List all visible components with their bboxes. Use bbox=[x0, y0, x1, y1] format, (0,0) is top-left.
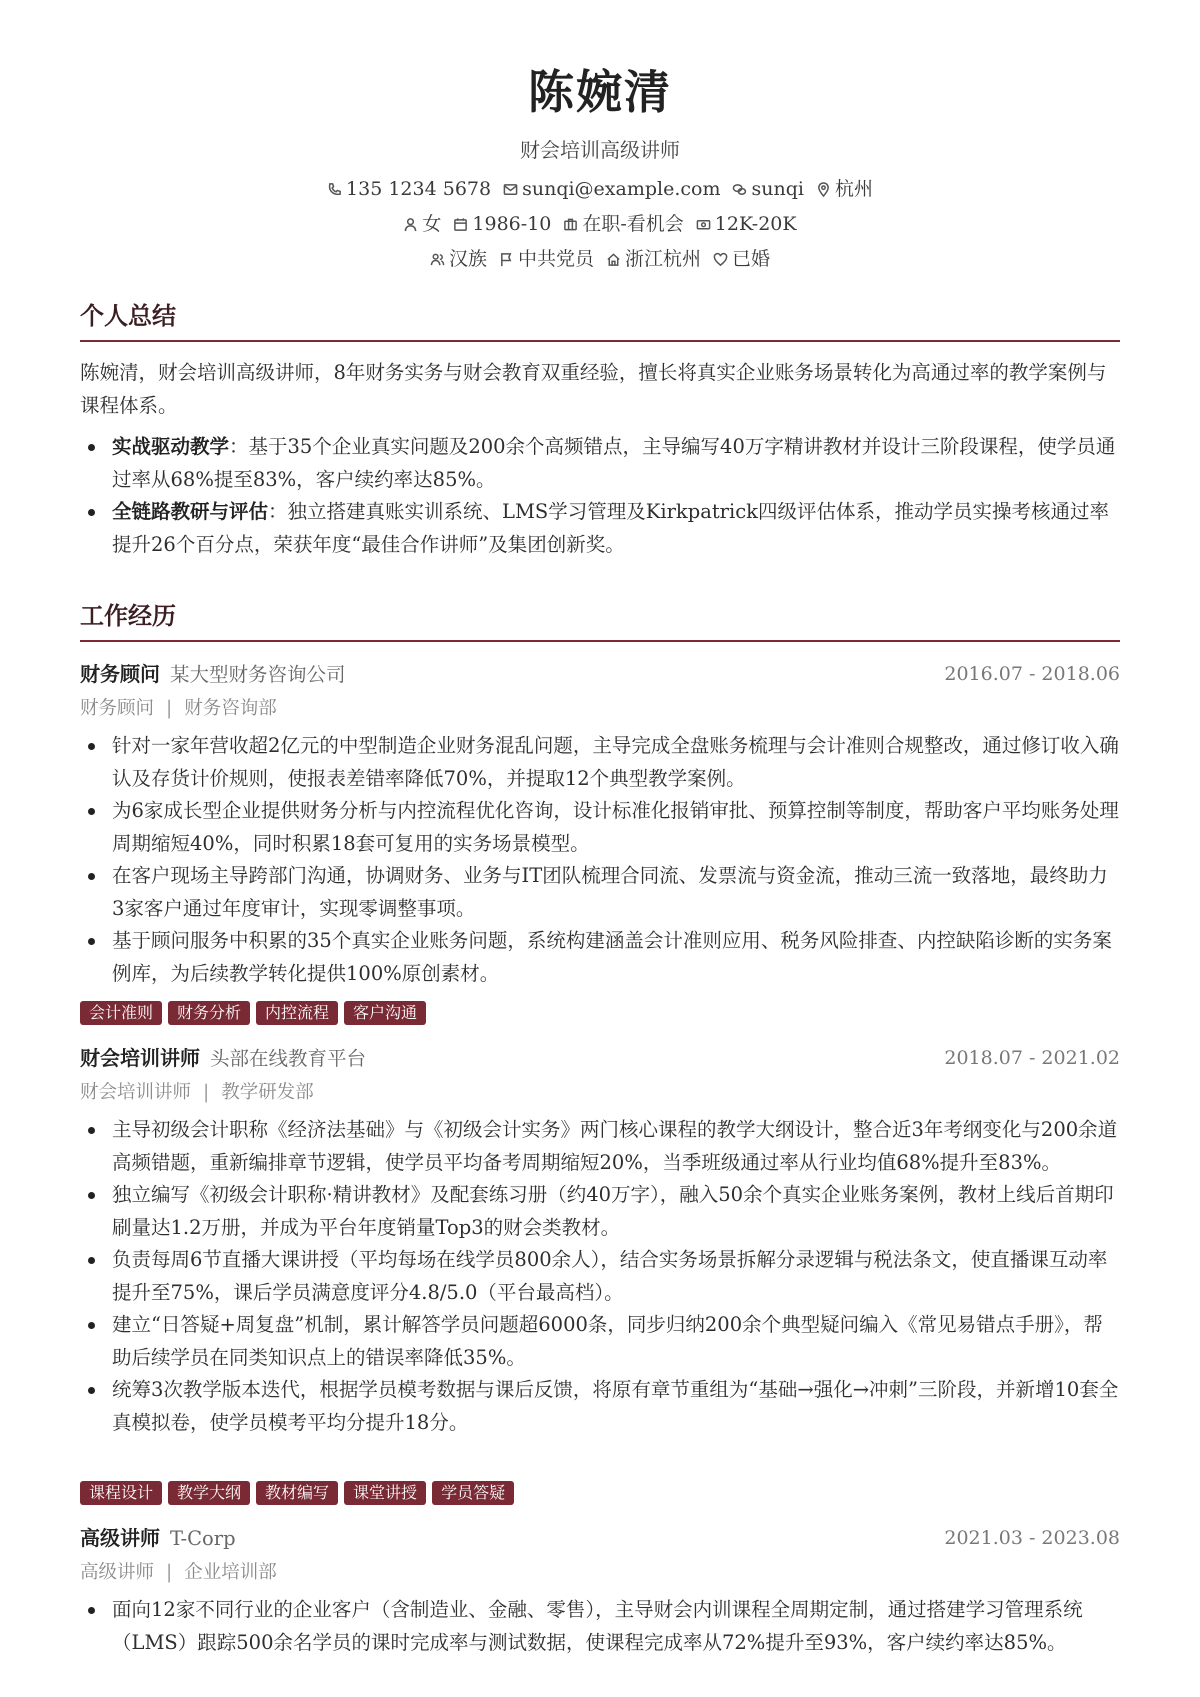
location-item bbox=[816, 176, 873, 202]
job-bullets bbox=[80, 1114, 1120, 1439]
summary-bullets bbox=[80, 431, 1120, 561]
skill-tag: 客户沟通 bbox=[344, 1001, 426, 1025]
skill-tag: 教材编写 bbox=[256, 1481, 338, 1505]
hometown-text: 浙江杭州 bbox=[625, 248, 702, 270]
wechat-icon bbox=[732, 182, 747, 197]
money-icon bbox=[696, 217, 711, 232]
briefcase-icon bbox=[563, 217, 578, 232]
list-item: 独立编写《初级会计职称·精讲教材》及配套练习册（约40万字），融入50余个真实企业账务案例，教材上线后首期印刷量达1.2万册，并成为平台年度销量Top3的财会类教材。 bbox=[80, 1179, 1120, 1244]
flag-icon bbox=[499, 252, 514, 267]
list-item: 负责每周6节直播大课讲授（平均每场在线学员800余人），结合实务场景拆解分录逻辑与税法条文，使直播课互动率提升至75%，课后学员满意度评分4.8/5.0（平台最高档）。 bbox=[80, 1244, 1120, 1309]
list-item: 面向12家不同行业的企业客户（含制造业、金融、零售），主导财会内训课程全周期定制，通过搭建学习管理系统（LMS）跟踪500余名学员的课时完成率与测试数据，使课程完成率从72%提升至93%，客户续约率达85%。 bbox=[80, 1594, 1120, 1659]
job-subline bbox=[80, 1559, 277, 1587]
section-divider bbox=[80, 640, 1120, 642]
calendar-icon bbox=[453, 217, 468, 232]
skill-tags bbox=[80, 1001, 426, 1025]
job-date: 2018.07 - 2021.02 bbox=[944, 1047, 1120, 1069]
job-role: 财会培训讲师 bbox=[80, 1046, 200, 1070]
list-item: 针对一家年营收超2亿元的中型制造企业财务混乱问题，主导完成全盘账务梳理与会计准则合规整改，通过修订收入确认及存货计价规则，使报表差错率降低70%，并提取12个典型教学案例。 bbox=[80, 730, 1120, 795]
gender-text: 女 bbox=[422, 213, 442, 235]
section-title-summary: 个人总结 bbox=[80, 301, 176, 330]
job-bullets bbox=[80, 730, 1120, 990]
email-item[interactable] bbox=[503, 176, 720, 202]
political-item bbox=[499, 246, 594, 272]
list-item: 为6家成长型企业提供财务分析与内控流程优化咨询，设计标准化报销审批、预算控制等制度，帮助客户平均账务处理周期缩短40%，同时积累18套可复用的实务场景模型。 bbox=[80, 795, 1120, 860]
list-item: 统筹3次教学版本迭代，根据学员模考数据与课后反馈，将原有章节重组为“基础→强化→冲刺”三阶段，并新增10套全真模拟卷，使学员模考平均分提升18分。 bbox=[80, 1374, 1120, 1439]
phone-text: 135 1234 5678 bbox=[346, 178, 492, 200]
skill-tag: 内控流程 bbox=[256, 1001, 338, 1025]
list-item: 基于顾问服务中积累的35个真实企业账务问题，系统构建涵盖会计准则应用、税务风险排查、内控缺陷诊断的实务案例库，为后续教学转化提供100%原创素材。 bbox=[80, 925, 1120, 990]
skill-tag: 课堂讲授 bbox=[344, 1481, 426, 1505]
job-department: 企业培训部 bbox=[184, 1562, 277, 1583]
birth-item bbox=[453, 211, 551, 237]
section-divider bbox=[80, 340, 1120, 342]
skill-tag: 教学大纲 bbox=[168, 1481, 250, 1505]
separator: | bbox=[166, 698, 173, 719]
home-icon bbox=[606, 252, 621, 267]
marital-text: 已婚 bbox=[732, 248, 771, 270]
job-role: 财务顾问 bbox=[80, 662, 160, 686]
list-item: 在客户现场主导跨部门沟通，协调财务、业务与IT团队梳理合同流、发票流与资金流，推动三流一致落地，最终助力3家客户通过年度审计，实现零调整事项。 bbox=[80, 860, 1120, 925]
job-subline bbox=[80, 695, 277, 723]
phone-icon bbox=[327, 182, 342, 197]
job-role: 高级讲师 bbox=[80, 1526, 160, 1550]
gender-item bbox=[403, 211, 441, 237]
wechat-item[interactable] bbox=[732, 176, 803, 202]
job-position: 高级讲师 bbox=[80, 1562, 155, 1583]
job-company: 某大型财务咨询公司 bbox=[170, 663, 346, 686]
candidate-name: 陈婉清 bbox=[528, 65, 672, 119]
list-item bbox=[80, 496, 1120, 561]
bullet-label: 全链路教研与评估 bbox=[112, 500, 269, 523]
list-item: 建立“日答疑+周复盘”机制，累计解答学员问题超6000条，同步归纳200余个典型疑问编入《常见易错点手册》，帮助后续学员在同类知识点上的错误率降低35%。 bbox=[80, 1309, 1120, 1374]
heart-icon bbox=[713, 252, 728, 267]
salary-text: 12K-20K bbox=[714, 213, 797, 235]
bullet-text: ：基于35个企业真实问题及200余个高频错点，主导编写40万字精讲教材并设计三阶段课程，使学员通过率从68%提至83%，客户续约率达85%。 bbox=[112, 435, 1116, 491]
skill-tag: 财务分析 bbox=[168, 1001, 250, 1025]
list-item: 主导初级会计职称《经济法基础》与《初级会计实务》两门核心课程的教学大纲设计，整合近3年考纲变化与200余道高频错题，重新编排章节逻辑，使学员平均备考周期缩短20%，当季班级通过率从行业均值68%提升至83%。 bbox=[80, 1114, 1120, 1179]
wechat-text: sunqi bbox=[751, 178, 804, 200]
location-icon bbox=[816, 182, 831, 197]
ethnicity-item bbox=[430, 246, 487, 272]
skill-tag: 会计准则 bbox=[80, 1001, 162, 1025]
summary-intro: 陈婉清，财会培训高级讲师，8年财务实务与财会教育双重经验，擅长将真实企业账务场景转化为高通过率的教学案例与课程体系。 bbox=[80, 361, 1107, 417]
birth-text: 1986-10 bbox=[472, 213, 552, 235]
status-item bbox=[563, 211, 683, 237]
skill-tag: 学员答疑 bbox=[432, 1481, 514, 1505]
job-date: 2021.03 - 2023.08 bbox=[944, 1527, 1120, 1549]
job-header bbox=[80, 1043, 1120, 1073]
hometown-item bbox=[606, 246, 701, 272]
separator: | bbox=[203, 1082, 210, 1103]
salary-item bbox=[696, 211, 797, 237]
marital-item bbox=[713, 246, 770, 272]
background-row bbox=[0, 246, 1200, 272]
people-icon bbox=[430, 252, 445, 267]
job-subline bbox=[80, 1079, 314, 1107]
job-bullets bbox=[80, 1594, 1120, 1659]
user-icon bbox=[403, 217, 418, 232]
section-title-experience: 工作经历 bbox=[80, 601, 176, 630]
job-position: 财务顾问 bbox=[80, 698, 155, 719]
mail-icon bbox=[503, 182, 518, 197]
list-item bbox=[80, 431, 1120, 496]
job-company: T-Corp bbox=[170, 1527, 236, 1550]
skill-tag: 课程设计 bbox=[80, 1481, 162, 1505]
contact-row bbox=[0, 176, 1200, 202]
candidate-title: 财会培训高级讲师 bbox=[520, 138, 680, 162]
phone-item[interactable] bbox=[327, 176, 491, 202]
job-header bbox=[80, 1523, 1120, 1553]
job-date: 2016.07 - 2018.06 bbox=[944, 663, 1120, 685]
separator: | bbox=[166, 1562, 173, 1583]
job-department: 财务咨询部 bbox=[184, 698, 277, 719]
bullet-label: 实战驱动教学 bbox=[112, 435, 230, 458]
email-text: sunqi@example.com bbox=[522, 178, 721, 200]
bullet-text: ：独立搭建真账实训系统、LMS学习管理及Kirkpatrick四级评估体系，推动学员实操考核通过率提升26个百分点，荣获年度“最佳合作讲师”及集团创新奖。 bbox=[112, 500, 1109, 556]
political-text: 中共党员 bbox=[517, 248, 594, 270]
ethnicity-text: 汉族 bbox=[448, 248, 487, 270]
personal-row bbox=[0, 211, 1200, 237]
skill-tags bbox=[80, 1481, 514, 1505]
job-company: 头部在线教育平台 bbox=[210, 1047, 367, 1070]
location-text: 杭州 bbox=[834, 178, 873, 200]
status-text: 在职-看机会 bbox=[582, 213, 684, 235]
job-position: 财会培训讲师 bbox=[80, 1082, 192, 1103]
job-header bbox=[80, 659, 1120, 689]
job-department: 教学研发部 bbox=[221, 1082, 314, 1103]
